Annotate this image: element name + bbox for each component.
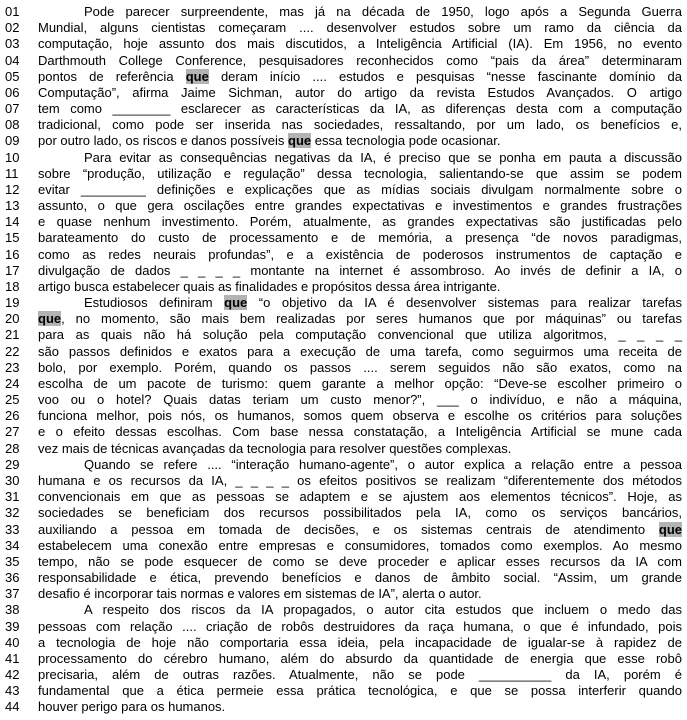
line-text <box>38 4 682 20</box>
text-line <box>5 602 682 618</box>
text-segment: houver perigo para os humanos. <box>38 699 226 715</box>
text-line <box>5 667 682 683</box>
text-segment: convencionais em que as pessoas se adaptem e se ajustem aos elementos técnicos”. Hoje, as <box>38 489 682 505</box>
text-line <box>5 101 682 117</box>
line-text <box>38 166 682 182</box>
highlighted-word: que <box>38 311 62 327</box>
text-line <box>5 263 682 279</box>
line-number: 35 <box>5 553 20 569</box>
line-number: 39 <box>5 618 20 634</box>
line-text <box>38 214 682 230</box>
text-segment: pontos de referência <box>38 68 186 84</box>
line-text <box>38 85 682 101</box>
text-line <box>5 53 682 69</box>
line-number: 03 <box>5 36 20 52</box>
line-text <box>38 279 682 295</box>
text-segment: auxiliando a pessoa em tomada de decisões, e os sistemas centrais de atendimento <box>38 521 659 537</box>
text-segment: funciona melhor, pois nós, os humanos, somos quem observa e escolhe os critérios para soluções <box>38 408 682 424</box>
text-segment: tradicional, como pode ser inserida nas sociedades, ressaltando, por um lado, os benefícios e, <box>38 117 682 133</box>
text-line <box>5 651 682 667</box>
text-segment: Quando se refere .... “interação humano-agente”, o autor explica a relação entre a pessoa <box>84 456 682 472</box>
line-number: 34 <box>5 537 20 553</box>
text-line <box>5 441 682 457</box>
line-text <box>38 522 682 538</box>
text-line <box>5 133 682 149</box>
line-number: 40 <box>5 634 20 650</box>
line-number: 14 <box>5 214 20 230</box>
line-text <box>38 311 682 327</box>
text-line <box>5 36 682 52</box>
line-number: 27 <box>5 424 20 440</box>
line-number: 24 <box>5 375 20 391</box>
line-text <box>38 198 682 214</box>
text-line <box>5 683 682 699</box>
line-number: 11 <box>5 165 19 181</box>
line-text <box>38 53 682 69</box>
line-number: 13 <box>5 198 20 214</box>
text-segment: sociedades se beneficiam dos recursos possibilitados pela IA, como os serviços bancários, <box>38 505 682 521</box>
line-number: 02 <box>5 20 20 36</box>
text-segment: divulgação de dados _ _ _ _ montante na internet é assombroso. Ao invés de definir a IA, o <box>38 262 682 278</box>
text-segment: voo ou o hotel? Quais datas teriam um custo menor?”, ___ o indivíduo, e não a máquina, <box>38 392 682 408</box>
text-line <box>5 489 682 505</box>
text-line <box>5 295 682 311</box>
text-segment: bolo, por exemplo. Porém, quando os passos .... serem seguidos não são exatos, como na <box>38 359 682 375</box>
text-line <box>5 344 682 360</box>
text-segment: Mundial, alguns cientistas começaram .... desenvolver estudos sobre um ramo da ciência da <box>38 20 682 36</box>
line-number: 05 <box>5 68 20 84</box>
line-text <box>38 117 682 133</box>
line-text <box>38 441 682 457</box>
text-line <box>5 182 682 198</box>
text-line <box>5 505 682 521</box>
text-line <box>5 360 682 376</box>
line-number: 28 <box>5 440 20 456</box>
text-line <box>5 408 682 424</box>
text-line <box>5 20 682 36</box>
highlighted-word: que <box>288 133 312 149</box>
line-number: 36 <box>5 570 20 586</box>
text-segment: computação, hoje assunto dos mais discutidos, a Inteligência Artificial (IA). Em 1956, no evento <box>38 36 682 52</box>
text-segment: Para evitar as consequências negativas da IA, é preciso que se ponha em pauta a discussão <box>84 149 682 165</box>
line-text <box>38 263 682 279</box>
text-segment: A respeito dos riscos da IA propagados, o autor cita estudos que incluem o medo das <box>84 602 682 618</box>
text-segment: como as redes neurais profundas”, e a existência de poderosos instrumentos de captação e <box>38 246 682 262</box>
line-text <box>38 360 682 376</box>
line-number: 43 <box>5 683 20 699</box>
text-line <box>5 457 682 473</box>
text-segment: são passos definidos e exatos para a execução de uma tarefa, como seguirmos uma receita de <box>38 343 682 359</box>
text-segment: deram início .... estudos e pesquisas “nesse fascinante domínio da <box>208 68 682 84</box>
text-line <box>5 166 682 182</box>
line-text <box>38 295 682 311</box>
text-segment: Computação”, afirma Jaime Sichman, autor do artigo da revista Estudos Avançados. O artigo <box>38 84 682 100</box>
line-number: 09 <box>5 133 20 149</box>
line-number: 41 <box>5 650 20 666</box>
line-number: 42 <box>5 667 20 683</box>
text-segment: tempo, não se pode esquecer de como se deve proceder e aplicar esses recursos da IA com <box>38 553 682 569</box>
line-number: 17 <box>5 262 20 278</box>
text-segment: tem como ________ esclarecer as características da IA, as diferenças desta com a computação <box>38 101 682 117</box>
line-number: 33 <box>5 521 20 537</box>
text-segment: vez mais de técnicas avançadas da tecnologia para resolver questões complexas. <box>38 440 512 456</box>
line-number: 01 <box>5 4 20 19</box>
text-segment: “o objetivo da IA é desenvolver sistemas para realizar tarefas <box>247 295 683 311</box>
text-segment: a tecnologia de hoje não comportaria essa ideia, pela incapacidade de igualar-se à rapidez de <box>38 634 682 650</box>
text-segment: evitar _________ definições e explicações que as mídias sociais divulgam normalmente sobre o <box>38 181 682 197</box>
highlighted-word: que <box>185 68 209 84</box>
line-text <box>38 602 682 618</box>
line-number: 37 <box>5 586 20 602</box>
text-line <box>5 279 682 295</box>
line-text <box>38 247 682 263</box>
text-segment: sobre “produção, utilização e regulação” dessa tecnologia, salientando-se que assim se podem <box>38 165 682 181</box>
text-segment: e o efeito dessas escolhas. Com base nessa constatação, a Inteligência Artificial se mune cada <box>38 424 682 440</box>
text-line <box>5 69 682 85</box>
line-text <box>38 133 682 149</box>
text-segment: para as quais não há solução pela computação convencional que utiliza algoritmos, _ _ _ _ <box>38 327 682 343</box>
line-number: 06 <box>5 84 20 100</box>
text-segment: por outro lado, os riscos e danos possíveis <box>38 133 289 149</box>
text-segment: desafio é incorporar tais normas e valores em sistemas de IA”, alerta o autor. <box>38 586 482 602</box>
text-line <box>5 85 682 101</box>
text-segment: Pode parecer surpreendente, mas já na década de 1950, logo após a Segunda Guerra <box>84 4 682 19</box>
line-text <box>38 619 682 635</box>
line-text <box>38 554 682 570</box>
text-line <box>5 247 682 263</box>
text-segment: e quase nenhum investimento. Porém, atualmente, as grandes expectativas são justificadas pelo <box>38 214 682 230</box>
line-text <box>38 327 682 343</box>
line-text <box>38 424 682 440</box>
text-line <box>5 230 682 246</box>
line-text <box>38 408 682 424</box>
line-number: 15 <box>5 230 20 246</box>
text-line <box>5 619 682 635</box>
text-line <box>5 538 682 554</box>
text-segment: humana e os recursos da IA, _ _ _ _ os efeitos positivos se realizam “diferentemente dos métodos <box>38 472 682 488</box>
highlighted-word: que <box>658 521 682 537</box>
line-text <box>38 570 682 586</box>
line-number: 29 <box>5 456 20 472</box>
line-number: 22 <box>5 343 20 359</box>
line-text <box>38 683 682 699</box>
line-number: 30 <box>5 472 20 488</box>
line-text <box>38 538 682 554</box>
line-text <box>38 651 682 667</box>
text-line <box>5 117 682 133</box>
line-number: 07 <box>5 101 20 117</box>
text-passage <box>5 4 682 716</box>
line-text <box>38 586 682 602</box>
text-line <box>5 392 682 408</box>
text-line <box>5 699 682 715</box>
text-line <box>5 554 682 570</box>
text-line <box>5 522 682 538</box>
line-number: 20 <box>5 311 20 327</box>
text-segment: responsabilidade e ética, prevendo benefícios e danos de âmbito social. “Assim, um grande <box>38 570 682 586</box>
text-segment: precisaria, além de outras razões. Atualmente, não se pode __________ da IA, porém é <box>38 667 682 683</box>
text-segment: pessoas com relação .... criação de robôs destruidores da raça humana, o que é infundado, pois <box>38 618 682 634</box>
text-segment: escolha de um pacote de turismo: quem garante a melhor opção: “Deve-se escolher primeiro o <box>38 375 682 391</box>
text-line <box>5 376 682 392</box>
line-text <box>38 376 682 392</box>
line-number: 04 <box>5 52 20 68</box>
text-segment: essa tecnologia pode ocasionar. <box>311 133 501 149</box>
line-text <box>38 230 682 246</box>
line-text <box>38 36 682 52</box>
line-number: 32 <box>5 505 20 521</box>
line-text <box>38 392 682 408</box>
text-segment: , no momento, são mais bem realizadas por seres humanos que por máquinas” ou tarefas <box>61 311 682 327</box>
highlighted-word: que <box>224 295 248 311</box>
text-segment: artigo busca estabelecer quais as finalidades e propósitos dessa área intrigante. <box>38 278 501 294</box>
line-number: 26 <box>5 408 20 424</box>
line-text <box>38 69 682 85</box>
text-segment: processamento do cérebro humano, além do absurdo da quantidade de energia que esse robô <box>38 650 682 666</box>
line-text <box>38 667 682 683</box>
text-segment: assunto, o que gera oscilações entre grandes expectativas e investimentos e grandes frustrações <box>38 198 682 214</box>
text-segment: Darthmouth College Conference, pesquisadores reconhecidos como “pais da área” determinaram <box>38 52 682 68</box>
line-number: 44 <box>5 699 20 715</box>
text-line <box>5 311 682 327</box>
text-segment: fundamental que a ética permeie essa prática tecnológica, e que se possa interferir quando <box>38 683 682 699</box>
text-line <box>5 473 682 489</box>
line-text <box>38 505 682 521</box>
text-line <box>5 586 682 602</box>
line-text <box>38 344 682 360</box>
line-text <box>38 150 682 166</box>
text-line <box>5 635 682 651</box>
line-text <box>38 489 682 505</box>
line-number: 19 <box>5 295 20 311</box>
text-line <box>5 570 682 586</box>
line-text <box>38 699 682 715</box>
line-number: 10 <box>5 149 20 165</box>
line-text <box>38 473 682 489</box>
line-number: 21 <box>5 327 20 343</box>
line-text <box>38 101 682 117</box>
line-number: 23 <box>5 359 20 375</box>
line-number: 08 <box>5 117 20 133</box>
text-line <box>5 214 682 230</box>
text-line <box>5 4 682 20</box>
line-number: 18 <box>5 278 20 294</box>
text-line <box>5 424 682 440</box>
line-number: 38 <box>5 602 20 618</box>
line-text <box>38 635 682 651</box>
line-text <box>38 457 682 473</box>
text-line <box>5 327 682 343</box>
line-number: 12 <box>5 181 20 197</box>
line-text <box>38 20 682 36</box>
text-segment: estabelecem uma conexão entre empresas e consumidores, tomados como exemplos. Ao mesmo <box>38 537 682 553</box>
text-segment: barateamento do custo de processamento e de memória, a presença “de novos paradigmas, <box>38 230 682 246</box>
line-number: 31 <box>5 489 20 505</box>
line-number: 25 <box>5 392 20 408</box>
line-text <box>38 182 682 198</box>
line-number: 16 <box>5 246 20 262</box>
text-line <box>5 198 682 214</box>
text-line <box>5 150 682 166</box>
text-segment: Estudiosos definiram <box>84 295 225 311</box>
